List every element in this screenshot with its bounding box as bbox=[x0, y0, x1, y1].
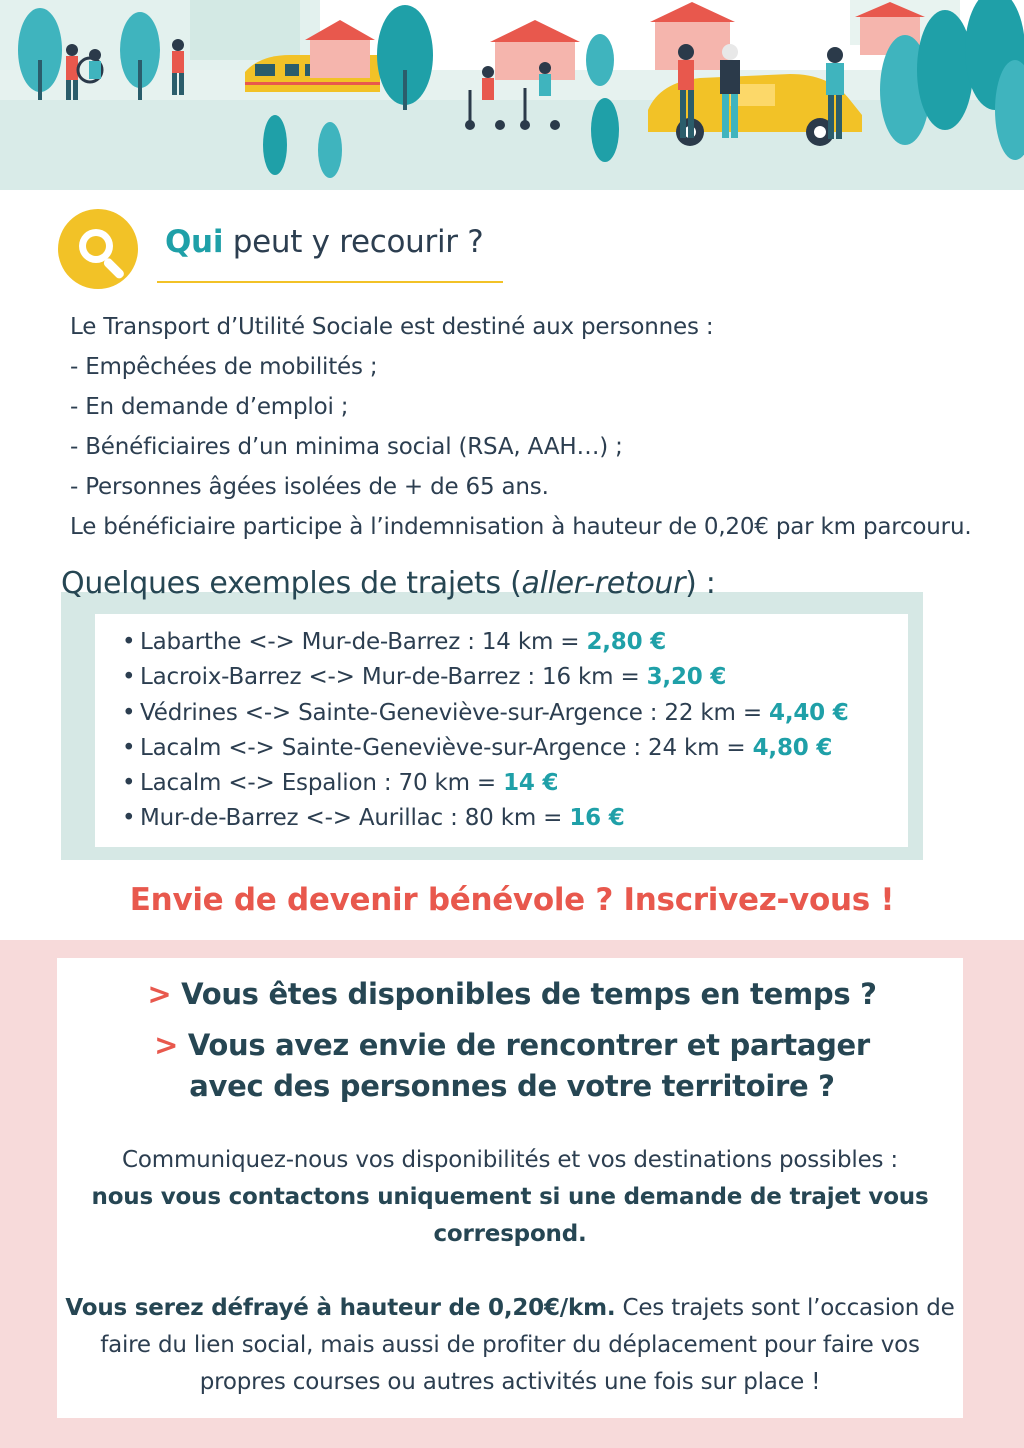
route-text: Mur-de-Barrez <-> Aurillac : 80 km = bbox=[140, 805, 570, 832]
paragraph-normal: Communiquez-nous vos disponibilités et vos destinations possibles : bbox=[122, 1147, 898, 1173]
city-mobility-illustration bbox=[0, 0, 1024, 190]
intro-line: - Empêchées de mobilités ; bbox=[70, 354, 378, 380]
paragraph-bold: Vous serez défrayé à hauteur de 0,20€/km. bbox=[65, 1295, 616, 1321]
arrow-icon: > bbox=[154, 1028, 179, 1062]
examples-title bbox=[61, 566, 716, 601]
price-text: 14 € bbox=[503, 770, 559, 797]
route-text: Labarthe <-> Mur-de-Barrez : 14 km = bbox=[140, 629, 587, 655]
list-item bbox=[122, 766, 849, 801]
intro-line: - Personnes âgées isolées de + de 65 ans. bbox=[70, 474, 549, 500]
hero-illustration bbox=[0, 0, 1024, 190]
intro-line: - Bénéficiaires d’un minima social (RSA, AAH…) ; bbox=[70, 434, 623, 460]
examples-title-start: Quelques exemples de trajets ( bbox=[61, 566, 522, 601]
bullet-icon: • bbox=[122, 699, 136, 726]
bullet-icon: • bbox=[122, 734, 136, 761]
page-title bbox=[165, 224, 483, 260]
price-text: 4,80 € bbox=[752, 734, 833, 761]
price-text: 2,80 € bbox=[586, 629, 667, 655]
price-text: 4,40 € bbox=[769, 699, 849, 726]
list-item bbox=[122, 801, 849, 836]
route-text: Védrines <-> Sainte-Geneviève-sur-Argence : 22 km = bbox=[140, 699, 770, 726]
intro-text bbox=[70, 307, 1010, 547]
question-line bbox=[0, 974, 1024, 1014]
list-item bbox=[122, 731, 849, 766]
heading-divider bbox=[157, 281, 503, 283]
arrow-icon: > bbox=[147, 977, 172, 1011]
bullet-icon: • bbox=[122, 805, 136, 832]
intro-line: Le bénéficiaire participe à l’indemnisation à hauteur de 0,20€ par km parcouru. bbox=[70, 514, 972, 540]
examples-list bbox=[122, 625, 849, 837]
route-text: Lacalm <-> Espalion : 70 km = bbox=[140, 770, 504, 797]
examples-title-italic: aller-retour bbox=[521, 566, 686, 601]
contact-paragraph bbox=[60, 1142, 960, 1253]
list-item bbox=[122, 696, 849, 731]
search-icon bbox=[58, 209, 138, 289]
intro-line: Le Transport d’Utilité Sociale est destiné aux personnes : bbox=[70, 314, 714, 340]
title-emphasis: Qui bbox=[165, 224, 224, 260]
route-text: Lacalm <-> Sainte-Geneviève-sur-Argence : 24 km = bbox=[140, 734, 753, 761]
bullet-icon: • bbox=[122, 664, 136, 691]
bullet-icon: • bbox=[122, 629, 136, 655]
question-line-continued: avec des personnes de votre territoire ? bbox=[189, 1069, 835, 1103]
compensation-paragraph bbox=[60, 1290, 960, 1401]
examples-title-end: ) : bbox=[685, 566, 716, 601]
bullet-icon: • bbox=[122, 770, 136, 797]
price-text: 3,20 € bbox=[646, 664, 727, 691]
question-text: Vous avez envie de rencontrer et partager bbox=[178, 1028, 870, 1062]
paragraph-normal: Ces trajets sont l’occasion de faire du lien social, mais aussi de profiter du déplacement pour faire vos propres courses ou autres activités une fois sur place ! bbox=[100, 1295, 955, 1395]
volunteer-title: Envie de devenir bénévole ? Inscrivez-vous ! bbox=[129, 882, 895, 918]
price-text: 16 € bbox=[569, 805, 625, 832]
question-line bbox=[0, 1025, 1024, 1065]
question-text: Vous êtes disponibles de temps en temps ? bbox=[171, 977, 877, 1011]
paragraph-bold: nous vous contactons uniquement si une demande de trajet vous correspond. bbox=[91, 1184, 929, 1247]
route-text: Lacroix-Barrez <-> Mur-de-Barrez : 16 km = bbox=[140, 664, 647, 691]
list-item bbox=[122, 660, 849, 695]
intro-line: - En demande d’emploi ; bbox=[70, 394, 349, 420]
title-rest: peut y recourir ? bbox=[223, 224, 484, 260]
list-item bbox=[122, 625, 849, 660]
